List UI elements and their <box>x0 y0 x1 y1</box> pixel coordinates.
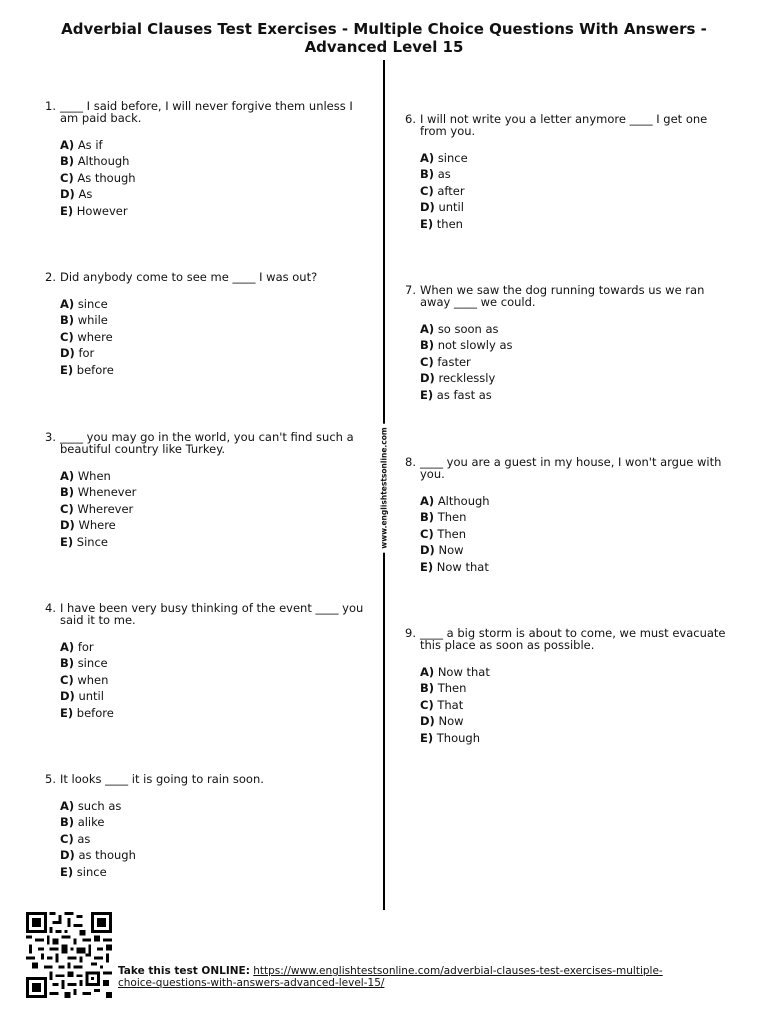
option-c[interactable] <box>420 697 732 713</box>
option-letter: C) <box>60 831 74 846</box>
option-text: As though <box>77 170 136 185</box>
question-stem <box>60 773 372 785</box>
option-letter: A) <box>60 799 75 813</box>
option-letter: E) <box>60 362 74 377</box>
option-letter: A) <box>420 494 435 508</box>
option-a[interactable] <box>60 798 372 814</box>
option-a[interactable] <box>60 468 372 484</box>
title-line-2: Advanced Level 15 <box>304 38 464 56</box>
option-letter: E) <box>60 534 74 549</box>
option-e[interactable] <box>420 559 732 575</box>
option-letter: E) <box>420 216 434 231</box>
option-d[interactable] <box>420 199 732 215</box>
stem-line-1: Did anybody come to see me ____ I was out? <box>60 270 318 284</box>
option-a[interactable] <box>60 137 372 153</box>
question-7 <box>405 283 732 403</box>
question-number: 1. <box>45 99 56 113</box>
stem-line-2: beautiful country like Turkey. <box>60 442 226 456</box>
option-c[interactable] <box>60 329 372 345</box>
stem-line-2: said it to me. <box>60 613 136 627</box>
option-text: since <box>77 656 108 671</box>
option-e[interactable] <box>60 864 372 880</box>
option-letter: B) <box>420 338 435 353</box>
option-text: Then <box>437 510 467 525</box>
option-d[interactable] <box>420 713 732 729</box>
option-text: so soon as <box>437 322 499 336</box>
option-a[interactable] <box>420 150 732 166</box>
option-letter: B) <box>60 656 75 671</box>
question-stem <box>420 627 732 651</box>
option-c[interactable] <box>420 354 732 370</box>
option-c[interactable] <box>420 183 732 199</box>
option-letter: E) <box>60 705 74 720</box>
question-9 <box>405 626 732 746</box>
option-text: until <box>438 200 464 215</box>
footer <box>24 912 744 1002</box>
option-d[interactable] <box>60 847 372 863</box>
option-c[interactable] <box>60 170 372 186</box>
option-letter: B) <box>60 154 75 169</box>
option-letter: D) <box>60 848 75 863</box>
option-letter: E) <box>420 730 434 745</box>
option-text: until <box>78 689 104 704</box>
option-letter: B) <box>420 167 435 182</box>
option-text: Now <box>438 543 464 558</box>
option-a[interactable] <box>60 639 372 655</box>
option-text: As if <box>77 138 103 152</box>
option-text: since <box>77 297 108 311</box>
stem-line-1: I have been very busy thinking of the event ____ you <box>60 601 364 615</box>
option-text: Where <box>78 518 116 533</box>
option-text: before <box>76 362 114 377</box>
stem-line-1: ____ a big storm is about to come, we must evacuate <box>420 626 726 640</box>
option-a[interactable] <box>420 664 732 680</box>
option-text: However <box>76 203 128 218</box>
option-text: When <box>77 469 111 483</box>
option-e[interactable] <box>420 216 732 232</box>
question-6 <box>405 112 732 232</box>
option-letter: A) <box>60 469 75 483</box>
question-number: 7. <box>405 283 416 297</box>
option-text: Since <box>76 534 108 549</box>
option-text: where <box>77 329 113 344</box>
option-letter: B) <box>60 313 75 328</box>
option-d[interactable] <box>420 370 732 386</box>
option-letter: C) <box>60 170 74 185</box>
option-letter: B) <box>420 510 435 525</box>
option-text: since <box>437 151 468 165</box>
option-d[interactable] <box>60 345 372 361</box>
option-text: as <box>437 167 451 182</box>
option-b[interactable] <box>60 312 372 328</box>
option-b[interactable] <box>420 166 732 182</box>
option-letter: E) <box>60 864 74 879</box>
question-stem <box>60 271 372 283</box>
option-c[interactable] <box>420 526 732 542</box>
option-d[interactable] <box>60 688 372 704</box>
option-letter: B) <box>60 815 75 830</box>
option-text: As <box>78 187 93 202</box>
option-d[interactable] <box>60 186 372 202</box>
option-letter: A) <box>420 665 435 679</box>
question-number: 9. <box>405 626 416 640</box>
option-b[interactable] <box>420 680 732 696</box>
option-text: Now that <box>437 665 490 679</box>
stem-line-1: ____ you are a guest in my house, I won't argue with <box>420 455 722 469</box>
question-stem <box>420 113 732 137</box>
option-d[interactable] <box>420 542 732 558</box>
option-e[interactable] <box>60 705 372 721</box>
option-text: since <box>76 864 107 879</box>
qr-code-icon[interactable] <box>24 912 114 998</box>
title-line-1: Adverbial Clauses Test Exercises - Multiple Choice Questions With Answers - <box>61 20 707 38</box>
stem-line-1: When we saw the dog running towards us we ran <box>420 283 705 297</box>
stem-line-2: you. <box>420 467 445 481</box>
option-e[interactable] <box>60 534 372 550</box>
question-stem <box>60 602 372 626</box>
question-number: 8. <box>405 455 416 469</box>
option-text: Whenever <box>77 485 137 500</box>
option-letter: A) <box>420 151 435 165</box>
option-letter: C) <box>420 526 434 541</box>
question-8 <box>405 455 732 575</box>
option-b[interactable] <box>60 484 372 500</box>
option-e[interactable] <box>60 362 372 378</box>
option-text: not slowly as <box>437 338 513 353</box>
option-text: as though <box>78 848 136 863</box>
question-1 <box>45 99 372 219</box>
option-e[interactable] <box>420 387 732 403</box>
option-letter: C) <box>60 501 74 516</box>
option-letter: D) <box>420 714 435 729</box>
question-stem <box>420 284 732 308</box>
option-a[interactable] <box>420 493 732 509</box>
option-b[interactable] <box>60 153 372 169</box>
question-stem <box>60 100 372 124</box>
option-a[interactable] <box>420 321 732 337</box>
option-letter: C) <box>420 354 434 369</box>
option-letter: C) <box>60 672 74 687</box>
option-text: That <box>437 697 464 712</box>
option-letter: C) <box>420 183 434 198</box>
page-title <box>0 20 768 56</box>
question-number: 4. <box>45 601 56 615</box>
option-c[interactable] <box>60 501 372 517</box>
option-text: as <box>77 831 91 846</box>
option-letter: C) <box>420 697 434 712</box>
question-4 <box>45 601 372 721</box>
option-letter: E) <box>60 203 74 218</box>
question-stem <box>60 431 372 455</box>
option-b[interactable] <box>60 655 372 671</box>
option-text: Now that <box>436 559 489 574</box>
option-letter: D) <box>60 689 75 704</box>
option-letter: E) <box>420 387 434 402</box>
option-d[interactable] <box>60 517 372 533</box>
stem-line-2: from you. <box>420 124 476 138</box>
option-text: after <box>437 183 465 198</box>
option-text: Then <box>437 526 467 541</box>
question-stem <box>420 456 732 480</box>
option-text: when <box>77 672 109 687</box>
option-text: Though <box>436 730 481 745</box>
option-letter: A) <box>420 322 435 336</box>
option-text: for <box>77 640 94 654</box>
question-number: 2. <box>45 270 56 284</box>
option-c[interactable] <box>60 831 372 847</box>
option-letter: E) <box>420 559 434 574</box>
option-letter: D) <box>60 346 75 361</box>
option-text: for <box>78 346 95 361</box>
option-text: Although <box>77 154 130 169</box>
option-text: Then <box>437 681 467 696</box>
option-letter: B) <box>420 681 435 696</box>
option-text: while <box>77 313 108 328</box>
option-text: then <box>436 216 463 231</box>
question-number: 3. <box>45 430 56 444</box>
option-e[interactable] <box>60 203 372 219</box>
footer-lead: Take this test ONLINE: <box>118 965 250 977</box>
option-text: such as <box>77 799 122 813</box>
option-text: Wherever <box>77 501 134 516</box>
stem-line-1: ____ I said before, I will never forgive them unless I <box>60 99 353 113</box>
footer-text <box>118 965 738 989</box>
stem-line-1: It looks ____ it is going to rain soon. <box>60 772 264 786</box>
option-e[interactable] <box>420 730 732 746</box>
option-letter: A) <box>60 138 75 152</box>
question-3 <box>45 430 372 550</box>
option-text: faster <box>437 354 471 369</box>
option-b[interactable] <box>420 509 732 525</box>
option-letter: D) <box>60 187 75 202</box>
stem-line-1: I will not write you a letter anymore ____ I get one <box>420 112 708 126</box>
option-c[interactable] <box>60 672 372 688</box>
option-text: as fast as <box>436 387 492 402</box>
option-letter: D) <box>420 371 435 386</box>
option-a[interactable] <box>60 296 372 312</box>
option-letter: A) <box>60 297 75 311</box>
option-b[interactable] <box>420 337 732 353</box>
question-2 <box>45 270 372 378</box>
stem-line-2: this place as soon as possible. <box>420 638 595 652</box>
link-line-2: choice-questions-with-answers-advanced-level-15/ <box>118 977 385 989</box>
option-letter: D) <box>420 543 435 558</box>
option-letter: D) <box>60 518 75 533</box>
option-letter: B) <box>60 485 75 500</box>
option-text: recklessly <box>438 371 496 386</box>
option-letter: A) <box>60 640 75 654</box>
option-b[interactable] <box>60 814 372 830</box>
option-letter: C) <box>60 329 74 344</box>
link-line-1: https://www.englishtestsonline.com/adverbial-clauses-test-exercises-multiple- <box>253 965 663 977</box>
question-number: 6. <box>405 112 416 126</box>
option-text: Although <box>437 494 490 508</box>
option-text: alike <box>77 815 105 830</box>
stem-line-2: am paid back. <box>60 111 142 125</box>
question-5 <box>45 772 372 880</box>
stem-line-2: away ____ we could. <box>420 295 536 309</box>
option-text: Now <box>438 714 464 729</box>
question-number: 5. <box>45 772 56 786</box>
option-letter: D) <box>420 200 435 215</box>
stem-line-1: ____ you may go in the world, you can't find such a <box>60 430 354 444</box>
option-text: before <box>76 705 114 720</box>
vertical-site-label: www.englishtestsonline.com <box>380 423 389 552</box>
